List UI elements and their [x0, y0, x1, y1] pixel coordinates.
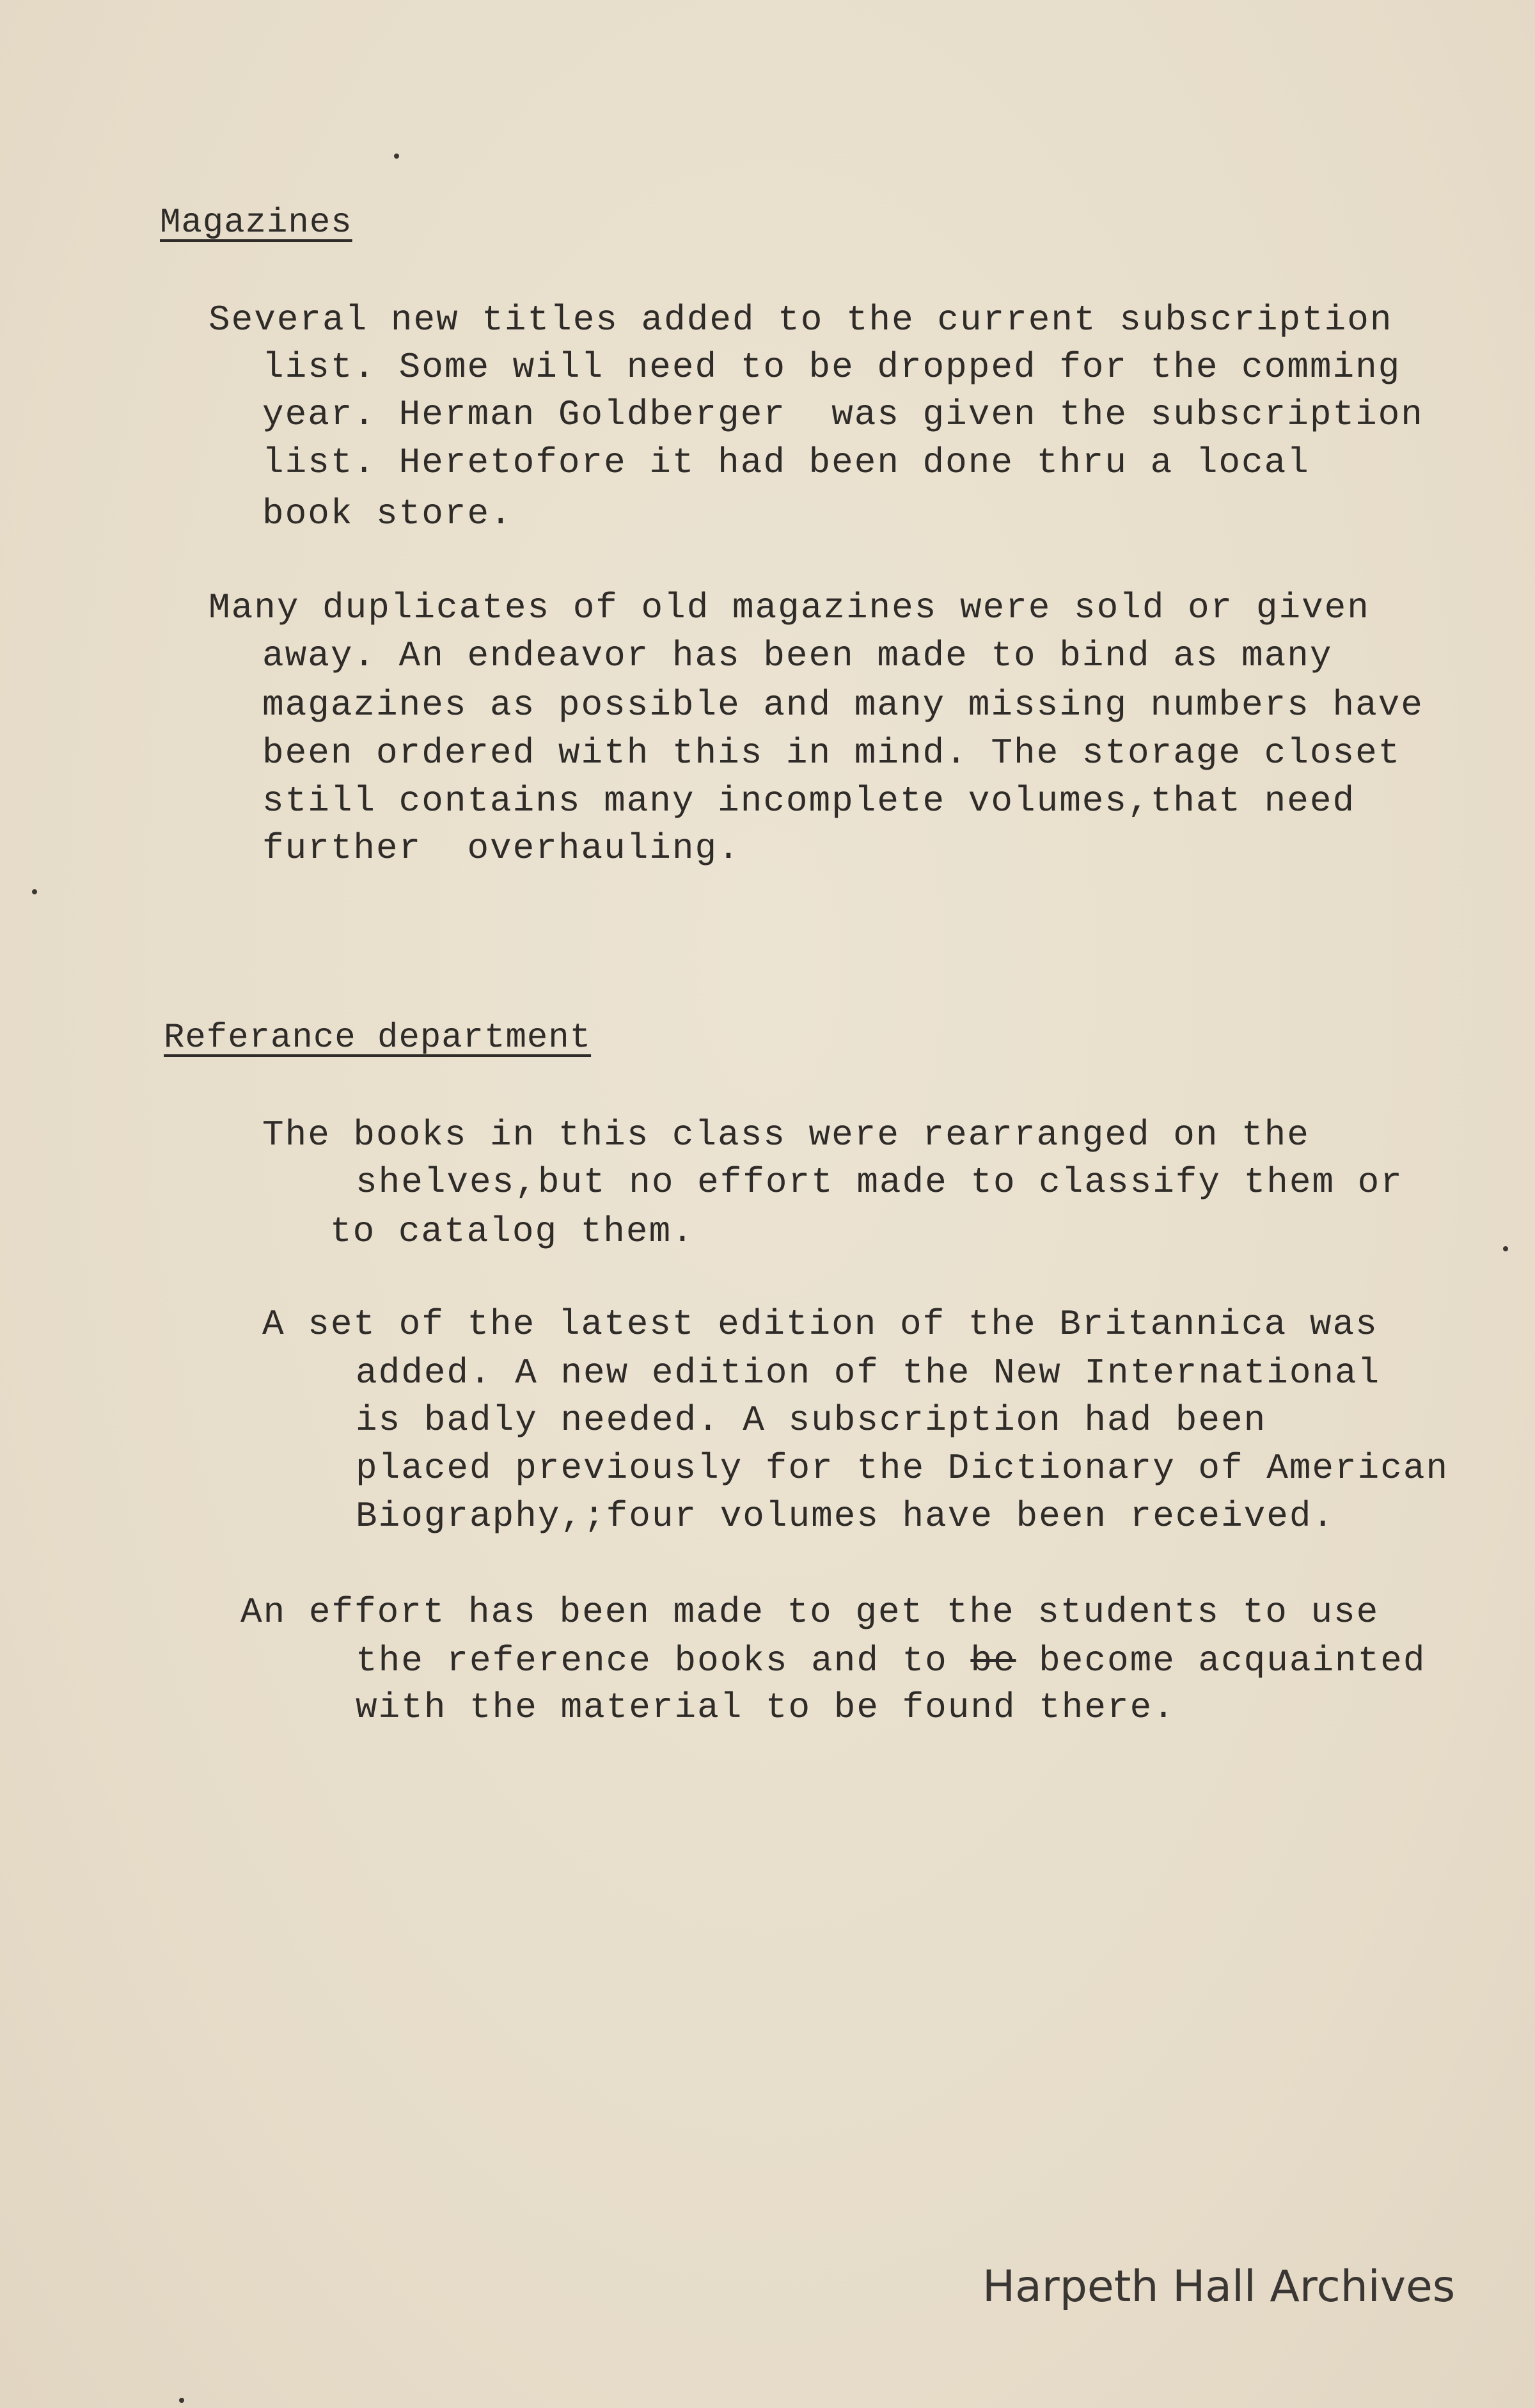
paper-speck [179, 2398, 184, 2403]
text-line: Many duplicates of old magazines were sold or given [209, 587, 1370, 628]
text-line: placed previously for the Dictionary of American [356, 1448, 1449, 1489]
text-line: The books in this class were rearranged on the [262, 1114, 1310, 1155]
text-line: magazines as possible and many missing numbers have [262, 685, 1424, 725]
text-line: to catalog them. [330, 1211, 695, 1252]
text-line: added. A new edition of the New International [356, 1352, 1381, 1393]
text-line: An effort has been made to get the students to use [240, 1592, 1380, 1633]
text-line: list. Some will need to be dropped for the comming [262, 347, 1401, 388]
text-segment: become acquainted [1016, 1640, 1426, 1681]
text-line: away. An endeavor has been made to bind as many [262, 635, 1333, 676]
paper-speck [1503, 1246, 1508, 1251]
text-line: further overhauling. [262, 828, 741, 869]
text-line: book store. [262, 493, 513, 534]
paper-speck [394, 154, 399, 159]
section-heading-magazines: Magazines [160, 203, 352, 242]
text-line-with-strike [356, 1640, 1426, 1681]
text-line: Several new titles added to the current subscription [209, 299, 1393, 340]
text-segment: the reference books and to [356, 1640, 971, 1681]
text-line: year. Herman Goldberger was given the subscription [262, 394, 1424, 435]
text-line: shelves,but no effort made to classify them or [356, 1162, 1403, 1203]
struck-text: be [970, 1640, 1016, 1681]
paper-speck [32, 889, 37, 894]
section-heading-reference: Referance department [164, 1018, 592, 1057]
text-line: is badly needed. A subscription had been [356, 1400, 1267, 1441]
archive-watermark: Harpeth Hall Archives [982, 2261, 1456, 2312]
text-line: still contains many incomplete volumes,that need [262, 780, 1356, 821]
text-line: with the material to be found there. [356, 1687, 1176, 1728]
text-line: Biography,;four volumes have been received. [356, 1496, 1335, 1537]
text-line: list. Heretofore it had been done thru a local [262, 442, 1310, 483]
text-line: been ordered with this in mind. The storage closet [262, 733, 1401, 773]
text-line: A set of the latest edition of the Britannica was [262, 1304, 1378, 1345]
